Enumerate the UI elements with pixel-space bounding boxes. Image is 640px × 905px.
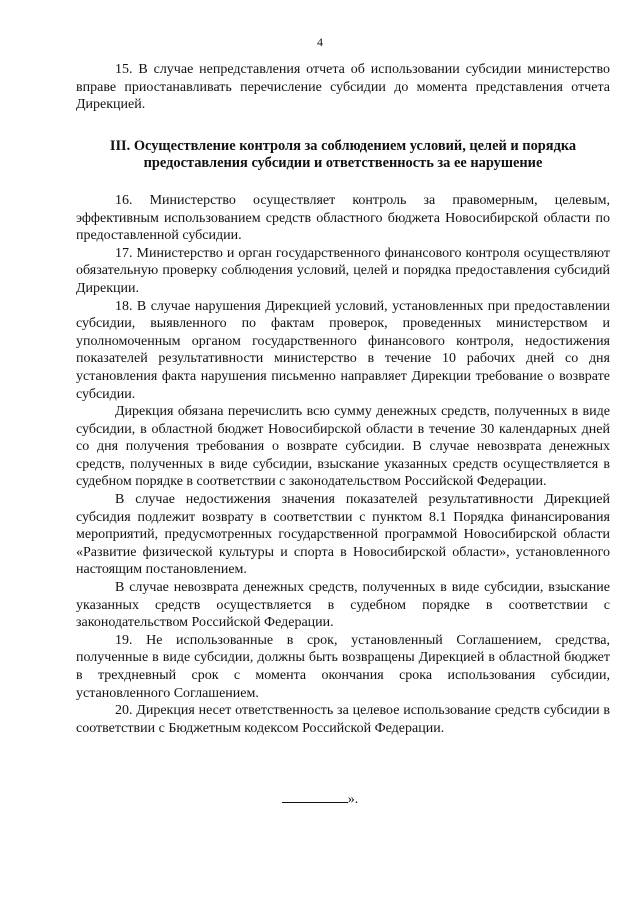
paragraph-18: 18. В случае нарушения Дирекцией условий, установленных при предоставлении субсидии, выявленного по фактам проверок, проведенных министерством и уполномоченным органом государственного финансового контроля, недостижения показателей результативности министерство в течение 10 рабочих дней со дня установления факта нарушения письменно направляет Дирекции требование о возврате субсидии. [76, 298, 610, 402]
closing-line [282, 789, 348, 803]
section-heading: III. Осуществление контроля за соблюдением условий, целей и порядка предоставления субсидии и ответственность за ее нарушение [109, 137, 577, 172]
closing-mark [0, 789, 640, 808]
paragraph-20: 20. Дирекция несет ответственность за целевое использование средств субсидии в соответствии с Бюджетным кодексом Российской Федерации. [76, 703, 610, 736]
paragraph-16: 16. Министерство осуществляет контроль за правомерным, целевым, эффективным использованием средств областного бюджета Новосибирской области по предоставленной субсидии. [76, 192, 610, 244]
paragraph-18-indicators: В случае недостижения значения показателей результативности Дирекцией субсидия подлежит возврату в соответствии с пунктом 8.1 Порядка финансирования мероприятий, предусмотренных государственной программой Новосибирской области «Развитие физической культуры и спорта в Новосибирской области», установленного настоящим постановлением. [76, 492, 610, 578]
paragraph-19: 19. Не использованные в срок, установленный Соглашением, средства, полученные в виде субсидии, должны быть возвращены Дирекцией в областной бюджет в трехдневный срок с момента окончания срока использования субсидии, установленного Соглашением. [76, 632, 610, 701]
paragraph-18-non-return: В случае невозврата денежных средств, полученных в виде субсидии, взыскание указанных средств осуществляется в судебном порядке в соответствии с законодательством Российской Федерации. [76, 580, 610, 631]
document-body [76, 61, 610, 737]
paragraph-15: 15. В случае непредставления отчета об использовании субсидии министерство вправе приостанавливать перечисление субсидии до момента представления отчета Дирекцией. [76, 62, 610, 113]
paragraph-17: 17. Министерство и орган государственного финансового контроля осуществляют обязательную проверку соблюдения условий, целей и порядка предоставления субсидий Дирекции. [76, 245, 610, 296]
paragraph-18-refund-obligation: Дирекция обязана перечислить всю сумму денежных средств, полученных в виде субсидии, в областной бюджет Новосибирской области в течение 30 календарных дней со дня получения требования о возврате субсидии. В случае невозврата денежных средств, полученных в виде субсидии, взыскание указанных средств осуществляется в судебном порядке в соответствии с законодательством Российской Федерации. [76, 404, 610, 490]
closing-quote: ». [347, 792, 359, 807]
page-number: 4 [317, 35, 323, 49]
